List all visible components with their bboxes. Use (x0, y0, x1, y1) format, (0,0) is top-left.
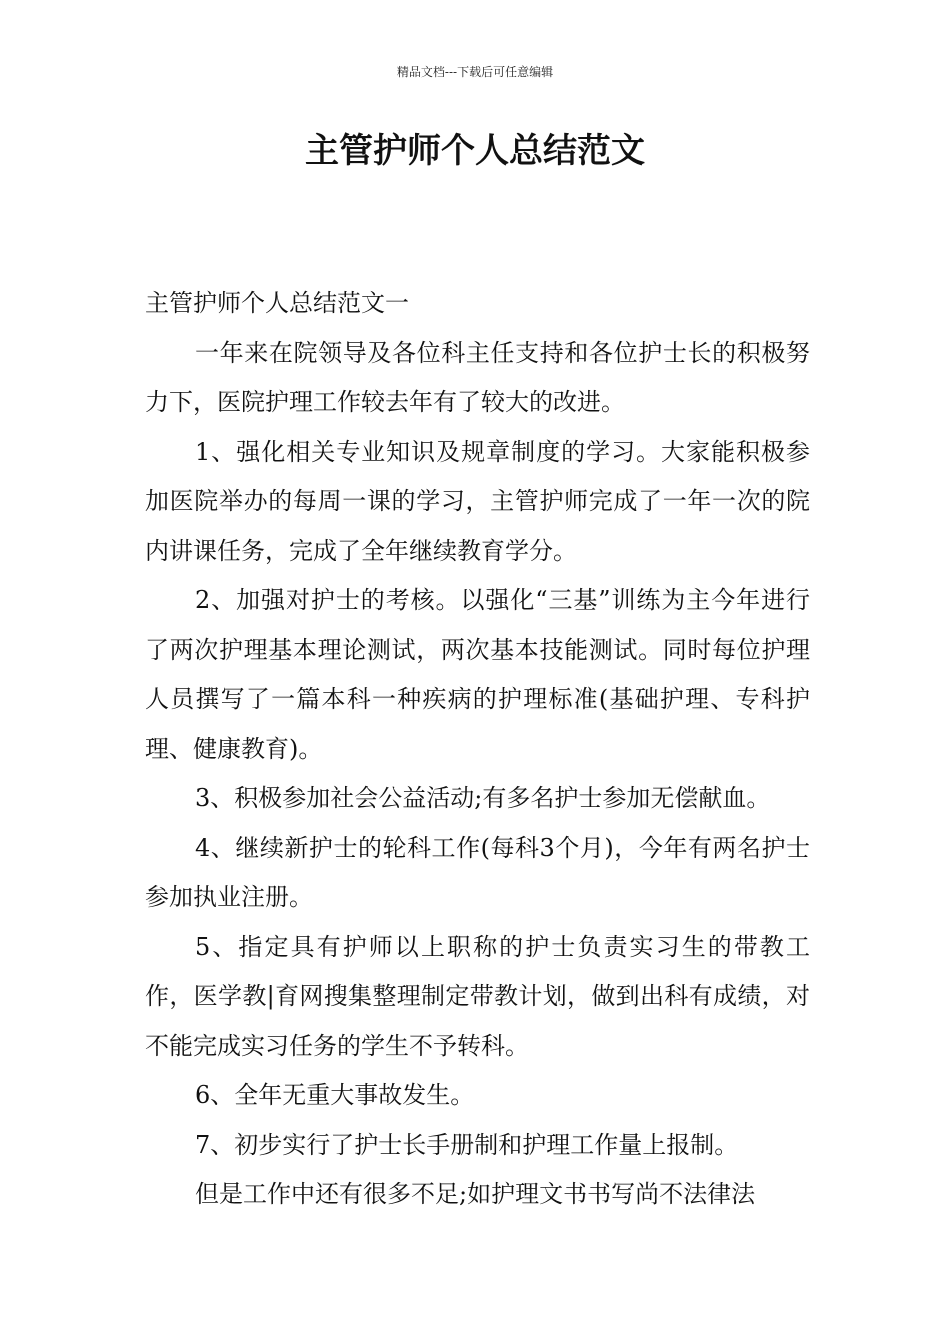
section-heading: 主管护师个人总结范文一 (145, 289, 409, 317)
document-title: 主管护师个人总结范文 (305, 131, 645, 171)
paragraph-item-3: 3、积极参加社会公益活动;有多名护士参加无偿献血。 (195, 784, 771, 812)
paragraph-intro: 一年来在院领导及各位科主任支持和各位护士长的积极努力下，医院护理工作较去年有了较大的改进。 (145, 338, 810, 416)
paragraph-item-5: 5、指定具有护师以上职称的护士负责实习生的带教工作，医学教|育网搜集整理制定带教计划，做到出科有成绩，对不能完成实习任务的学生不予转科。 (145, 932, 810, 1060)
paragraph-item-7: 7、初步实行了护士长手册制和护理工作量上报制。 (195, 1130, 739, 1159)
document-body (145, 279, 810, 1220)
paragraph-item-6: 6、全年无重大事故发生。 (195, 1081, 475, 1109)
header-note: 精品文档---下载后可任意编辑 (396, 65, 554, 79)
paragraph-item-2: 2、加强对护士的考核。以强化“三基”训练为主今年进行了两次护理基本理论测试，两次基本技能测试。同时每位护理人员撰写了一篇本科一种疾病的护理标准(基础护理、专科护理、健康教育)。 (145, 586, 810, 763)
paragraph-item-4: 4、继续新护士的轮科工作(每科3个月)，今年有两名护士参加执业注册。 (145, 833, 810, 911)
paragraph-shortcomings: 但是工作中还有很多不足;如护理文书书写尚不法律法 (195, 1180, 756, 1208)
paragraph-item-1: 1、强化相关专业知识及规章制度的学习。大家能积极参加医院举办的每周一课的学习，主管护师完成了一年一次的院内讲课任务，完成了全年继续教育学分。 (145, 437, 810, 565)
